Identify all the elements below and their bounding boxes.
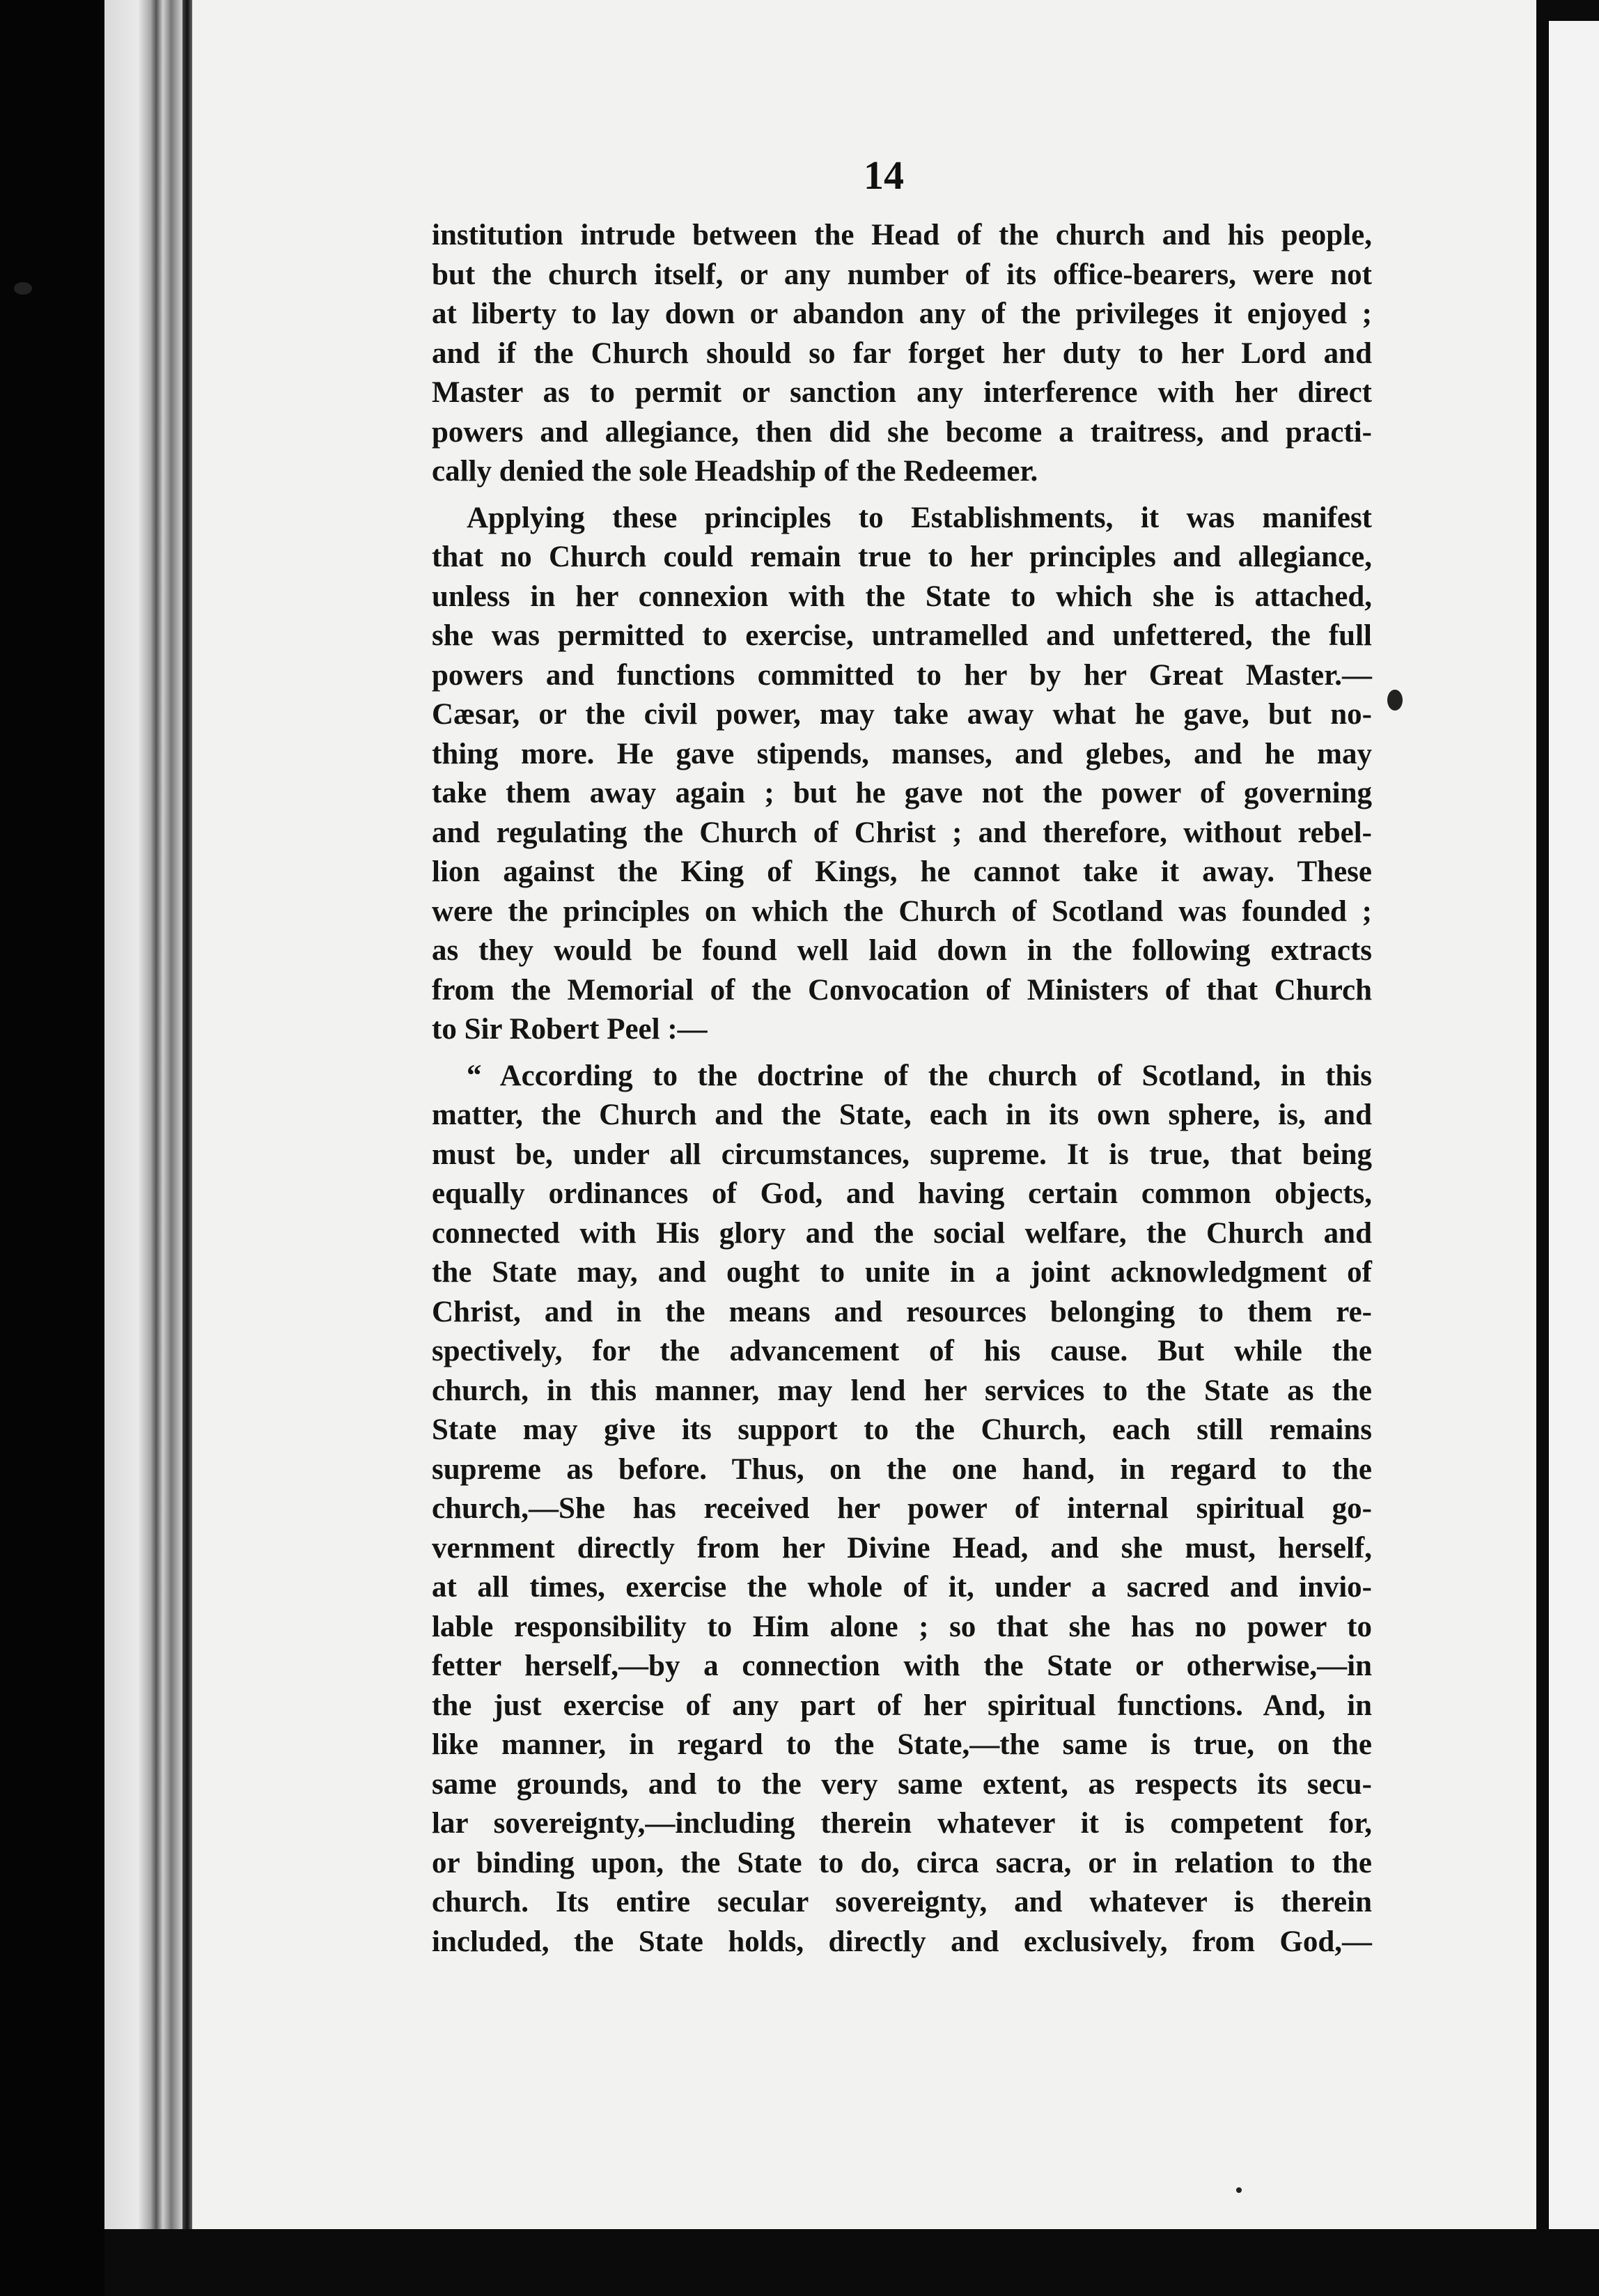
- text-line: or binding upon, the State to do, circa sacra, or in relation to the: [432, 1846, 1372, 1879]
- scan-right-border: [1536, 21, 1549, 2278]
- text-line: at all times, exercise the whole of it, under a sacred and invio-: [432, 1571, 1372, 1604]
- scan-bottom-band: [104, 2229, 1599, 2296]
- text-line: vernment directly from her Divine Head, and she must, herself,: [432, 1531, 1372, 1565]
- body-text: [432, 216, 1372, 1969]
- text-line: from the Memorial of the Convocation of Ministers of that Church: [432, 973, 1372, 1007]
- text-line: that no Church could remain true to her principles and allegiance,: [432, 541, 1372, 573]
- text-line: lable responsibility to Him alone ; so that she has no power to: [432, 1610, 1372, 1643]
- text-line: church, in this manner, may lend her services to the State as the: [432, 1374, 1372, 1407]
- text-line: lar sovereignty,—including therein whatever it is competent for,: [432, 1807, 1372, 1840]
- text-line: State may give its support to the Church, each still remains: [432, 1413, 1372, 1446]
- paragraph: [432, 216, 1372, 492]
- text-line: and regulating the Church of Christ ; and therefore, without rebel-: [432, 816, 1372, 849]
- text-line: lion against the King of Kings, he cannot take it away. These: [432, 855, 1372, 888]
- text-line: the just exercise of any part of her spiritual functions. And, in: [432, 1689, 1372, 1722]
- scan-speck: [1387, 690, 1403, 711]
- text-line: unless in her connexion with the State to which she is attached,: [432, 580, 1372, 613]
- scan-speck: [1236, 2187, 1242, 2193]
- text-line: fetter herself,—by a connection with the State or otherwise,—in: [432, 1650, 1372, 1682]
- paragraph: [432, 1057, 1372, 1962]
- page-number: 14: [864, 153, 904, 198]
- text-line: institution intrude between the Head of the church and his people,: [432, 219, 1372, 251]
- text-line: like manner, in regard to the State,—the same is true, on the: [432, 1728, 1372, 1761]
- text-line: as they would be found well laid down in the following extracts: [432, 934, 1372, 967]
- text-line: “ According to the doctrine of the church of Scotland, in this: [467, 1059, 1372, 1092]
- text-line: supreme as before. Thus, on the one hand, in regard to the: [432, 1452, 1372, 1486]
- text-line: were the principles on which the Church of Scotland was founded ;: [432, 894, 1372, 928]
- text-line: powers and allegiance, then did she become a traitress, and practi-: [432, 415, 1372, 449]
- text-line: thing more. He gave stipends, manses, and glebes, and he may: [432, 737, 1372, 770]
- text-line: the State may, and ought to unite in a joint acknowledgment of: [432, 1256, 1372, 1289]
- text-line: take them away again ; but he gave not the power of governing: [432, 777, 1372, 809]
- scan-speck: [14, 282, 32, 295]
- text-line: and if the Church should so far forget her duty to her Lord and: [432, 336, 1372, 370]
- text-line: included, the State holds, directly and exclusively, from God,—: [432, 1925, 1372, 1958]
- scan-left-shadow: [0, 0, 104, 2296]
- text-line: matter, the Church and the State, each in its own sphere, is, and: [432, 1099, 1372, 1131]
- book-gutter: [182, 0, 192, 2250]
- text-line: Cæsar, or the civil power, may take away what he gave, but no-: [432, 698, 1372, 731]
- text-line: connected with His glory and the social welfare, the Church and: [432, 1216, 1372, 1250]
- text-line: church,—She has received her power of internal spiritual go-: [432, 1492, 1372, 1525]
- text-line: same grounds, and to the very same extent, as respects its secu-: [432, 1767, 1372, 1801]
- paragraph: [432, 499, 1372, 1050]
- book-page-edges: [104, 0, 188, 2229]
- text-line: church. Its entire secular sovereignty, and whatever is therein: [432, 1886, 1372, 1918]
- text-line: she was permitted to exercise, untramelled and unfettered, the full: [432, 619, 1372, 652]
- facing-page-edge: [1549, 21, 1599, 2278]
- text-line: equally ordinances of God, and having certain common objects,: [432, 1177, 1372, 1210]
- text-line: powers and functions committed to her by her Great Master.—: [432, 658, 1372, 692]
- text-line: must be, under all circumstances, supreme. It is true, that being: [432, 1138, 1372, 1171]
- text-line: but the church itself, or any number of its office-bearers, were not: [432, 258, 1372, 291]
- text-line: Christ, and in the means and resources belonging to them re-: [432, 1295, 1372, 1328]
- text-line: at liberty to lay down or abandon any of the privileges it enjoyed ;: [432, 297, 1372, 330]
- text-line: spectively, for the advancement of his cause. But while the: [432, 1335, 1372, 1367]
- text-line: Applying these principles to Establishments, it was manifest: [467, 501, 1372, 534]
- text-line: cally denied the sole Headship of the Redeemer.: [432, 455, 1038, 488]
- text-line: Master as to permit or sanction any interference with her direct: [432, 376, 1372, 409]
- text-line: to Sir Robert Peel :—: [432, 1013, 708, 1046]
